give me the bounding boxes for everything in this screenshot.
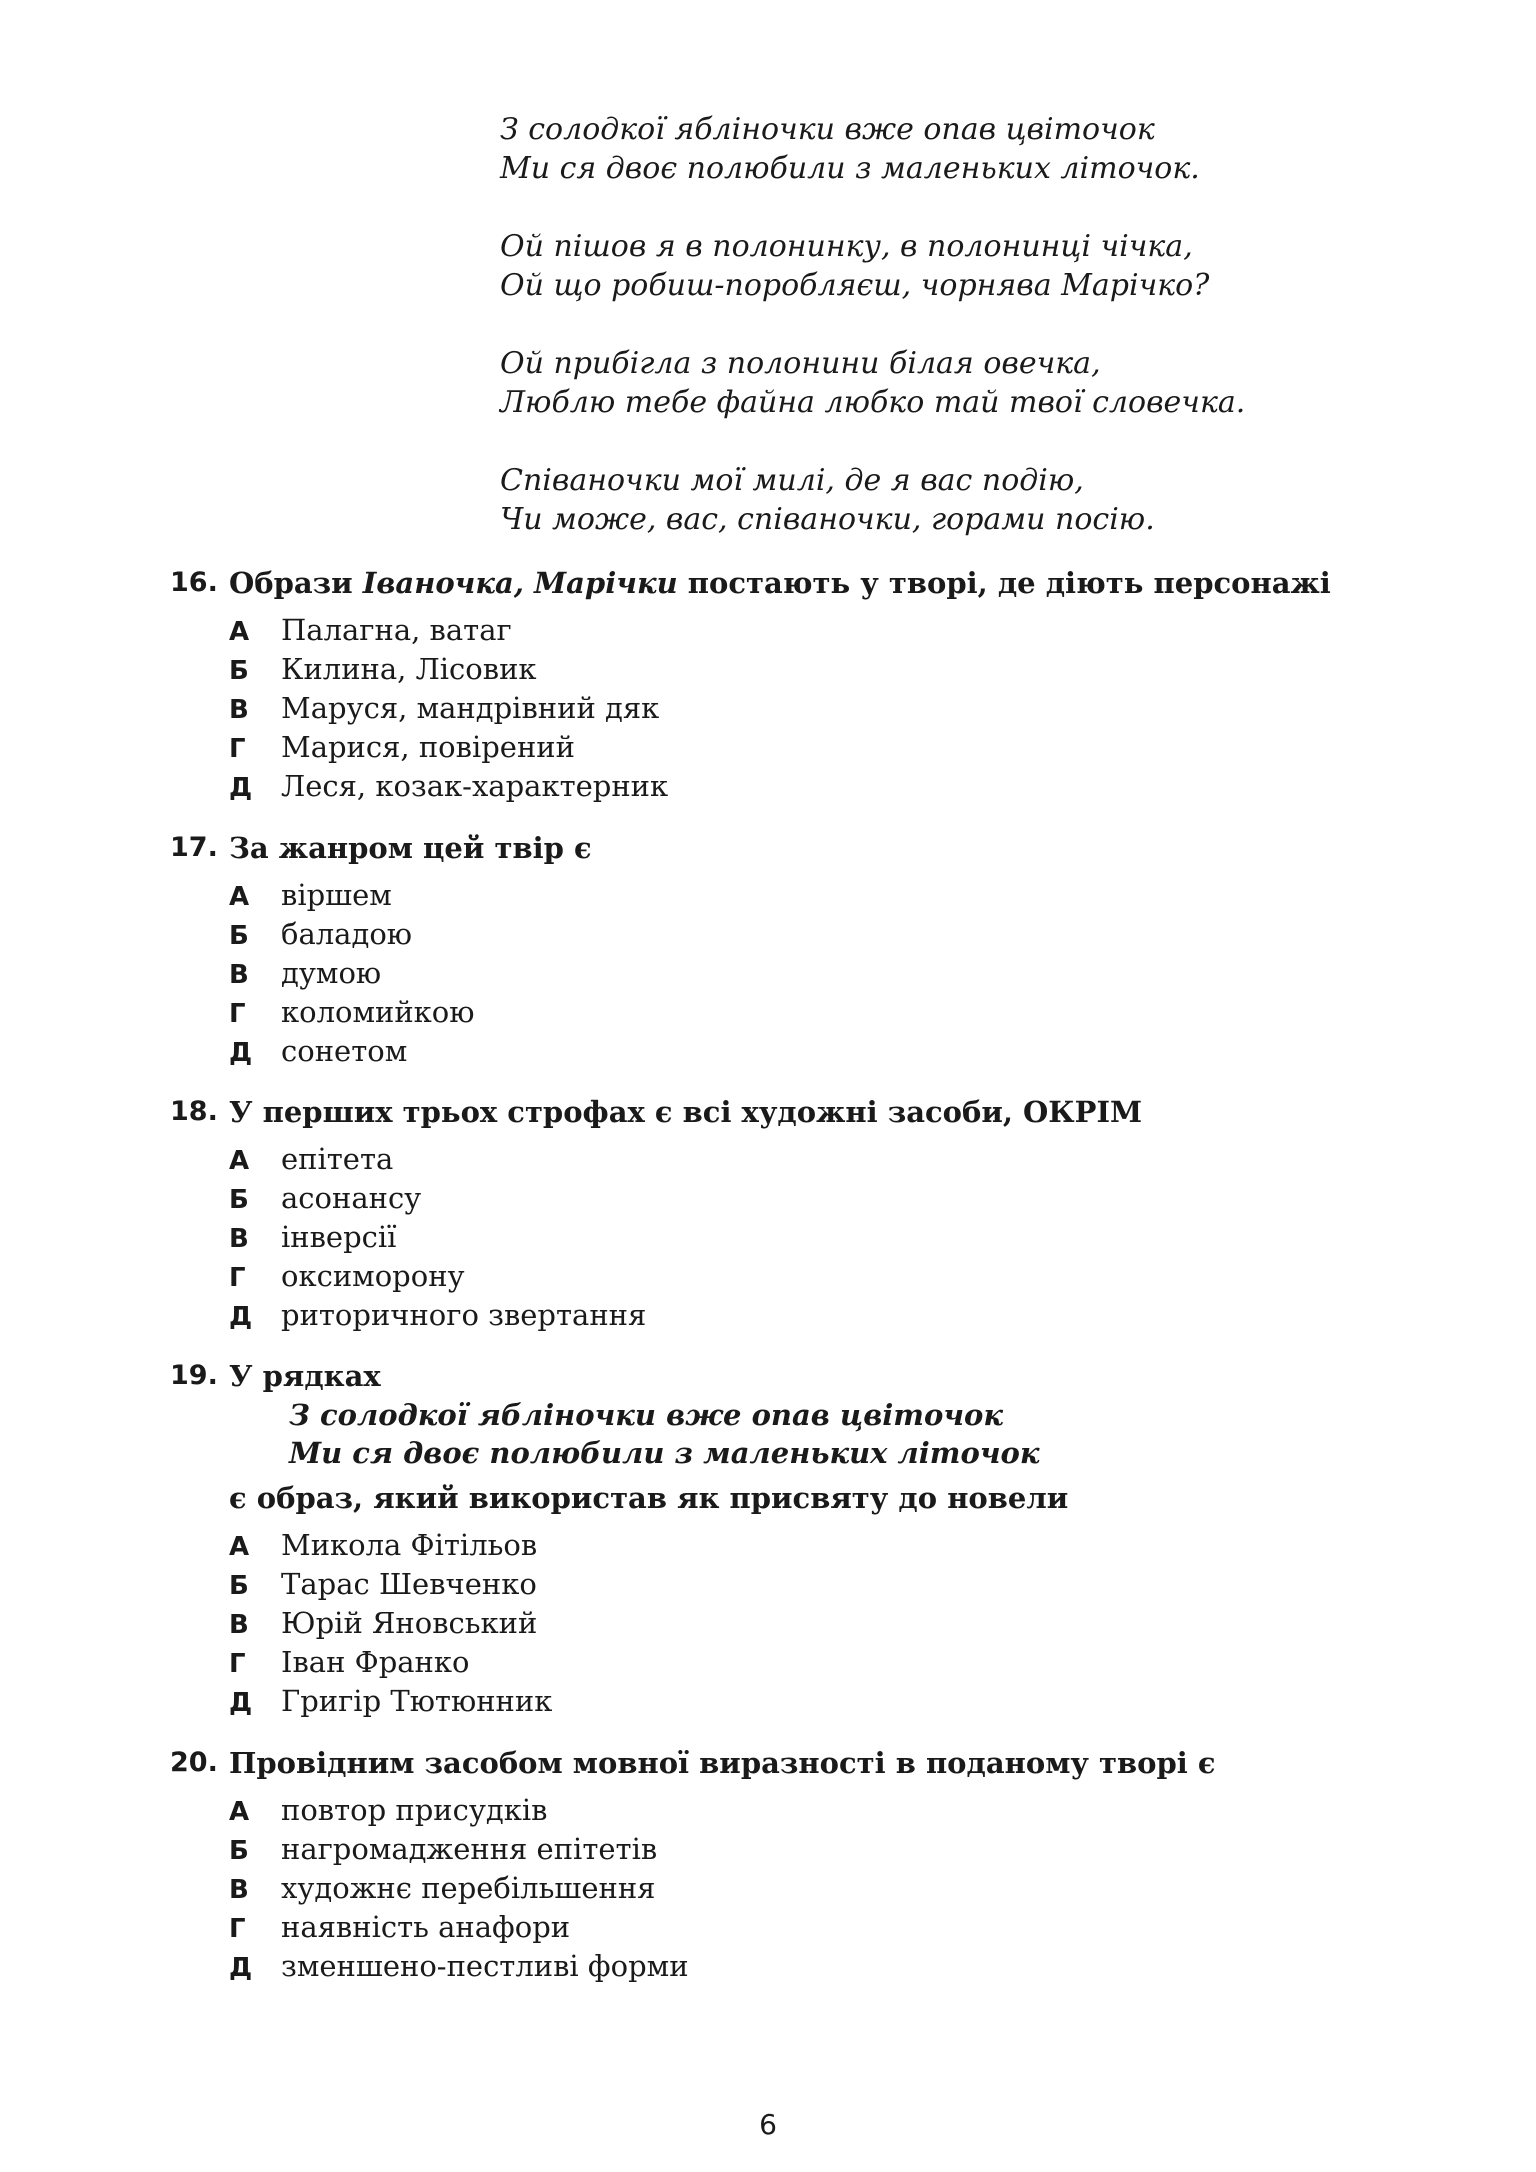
option-text: думою bbox=[281, 956, 382, 990]
poem-stanza bbox=[500, 344, 1245, 422]
option-text: Килина, Лiсовик bbox=[281, 652, 537, 686]
question-text: За жанром цей твiр є bbox=[229, 831, 592, 865]
option-letter: Б bbox=[229, 1836, 249, 1866]
quoted-line: Ми ся двоє полюбили з маленьких лiточок bbox=[289, 1436, 1040, 1470]
option-letter: В bbox=[229, 1224, 249, 1254]
option-text: сонетом bbox=[281, 1034, 408, 1068]
option-letter: Д bbox=[229, 1953, 253, 1983]
option-letter: Г bbox=[229, 1263, 246, 1293]
question-number: 18. bbox=[170, 1096, 218, 1127]
poem-line: Ой пiшов я в полонинку, в полонинцi чiчка, bbox=[500, 229, 1193, 264]
option-letter: А bbox=[229, 882, 250, 912]
question-number: 20. bbox=[170, 1747, 218, 1778]
option-letter: В bbox=[229, 1610, 249, 1640]
option-letter: Г bbox=[229, 999, 246, 1029]
question-continuation: є образ, який використав як присвяту до новели bbox=[229, 1481, 1069, 1515]
option-letter: В bbox=[229, 1875, 249, 1905]
option-text: епiтета bbox=[281, 1142, 394, 1176]
answer-option[interactable] bbox=[229, 1179, 646, 1218]
answer-option[interactable] bbox=[229, 1218, 646, 1257]
answer-option[interactable] bbox=[229, 1643, 552, 1682]
question-text-before: Образи bbox=[229, 566, 363, 600]
answer-options bbox=[229, 611, 668, 806]
question-text-italic: Iваночка, Марiчки bbox=[362, 566, 678, 600]
answer-option[interactable] bbox=[229, 1791, 689, 1830]
option-text: баладою bbox=[281, 917, 413, 951]
option-letter: А bbox=[229, 1532, 250, 1562]
option-text: оксиморону bbox=[281, 1259, 465, 1293]
answer-option[interactable] bbox=[229, 1682, 552, 1721]
option-letter: Г bbox=[229, 734, 246, 764]
option-text: риторичного звертання bbox=[281, 1298, 647, 1332]
poem-stanza bbox=[500, 110, 1245, 188]
option-letter: Д bbox=[229, 1688, 253, 1718]
poem-line: Люблю тебе файна любко тай твої словечка. bbox=[500, 385, 1246, 420]
quoted-line: З солодкої яблiночки вже опав цвiточок bbox=[289, 1398, 1004, 1432]
option-text: коломийкою bbox=[281, 995, 475, 1029]
poem-line: Спiваночки мої милi, де я вас подiю, bbox=[500, 463, 1084, 498]
answer-option[interactable] bbox=[229, 1908, 689, 1947]
answer-option[interactable] bbox=[229, 1830, 689, 1869]
poem-line: Ми ся двоє полюбили з маленьких лiточок. bbox=[500, 151, 1200, 186]
option-text: Григiр Тютюнник bbox=[281, 1684, 553, 1718]
answer-option[interactable] bbox=[229, 1257, 646, 1296]
answer-option[interactable] bbox=[229, 1296, 646, 1335]
option-text: Юрiй Яновський bbox=[281, 1606, 538, 1640]
option-text: наявнiсть анафори bbox=[281, 1910, 571, 1944]
poem-stanza bbox=[500, 461, 1245, 539]
answer-option[interactable] bbox=[229, 1869, 689, 1908]
answer-option[interactable] bbox=[229, 689, 668, 728]
poem-line: Ой прибiгла з полонини бiлая овечка, bbox=[500, 346, 1101, 381]
answer-option[interactable] bbox=[229, 954, 475, 993]
option-text: асонансу bbox=[281, 1181, 422, 1215]
answer-option[interactable] bbox=[229, 728, 668, 767]
option-letter: Г bbox=[229, 1914, 246, 1944]
answer-options bbox=[229, 1526, 552, 1721]
poem-line: Чи може, вас, спiваночки, горами посiю. bbox=[500, 502, 1155, 537]
question-number: 19. bbox=[170, 1360, 218, 1391]
answer-options bbox=[229, 1791, 689, 1986]
answer-option[interactable] bbox=[229, 1140, 646, 1179]
option-letter: Б bbox=[229, 656, 249, 686]
option-letter: Г bbox=[229, 1649, 246, 1679]
question-text bbox=[229, 565, 1331, 601]
option-text: Тарас Шевченко bbox=[281, 1567, 537, 1601]
poem-line: З солодкої яблiночки вже опав цвiточок bbox=[500, 112, 1155, 147]
option-text: вiршем bbox=[281, 878, 392, 912]
poem-stanza bbox=[500, 227, 1245, 305]
question-text-after: постають у творi, де дiють персонажi bbox=[677, 566, 1331, 600]
answer-option[interactable] bbox=[229, 1526, 552, 1565]
question-text: У перших трьох строфах є всi художнi засоби, ОКРIМ bbox=[229, 1095, 1143, 1129]
answer-options bbox=[229, 876, 475, 1071]
option-text: художнє перебiльшення bbox=[281, 1871, 656, 1905]
option-text: нагромадження епiтетiв bbox=[281, 1832, 658, 1866]
option-letter: А bbox=[229, 1797, 250, 1827]
answer-option[interactable] bbox=[229, 1947, 689, 1986]
option-text: Леся, козак-характерник bbox=[281, 769, 669, 803]
question-text: Провiдним засобом мовної виразностi в поданому творi є bbox=[229, 1746, 1216, 1780]
answer-option[interactable] bbox=[229, 1565, 552, 1604]
option-letter: Б bbox=[229, 1185, 249, 1215]
option-text: повтор присудкiв bbox=[281, 1793, 548, 1827]
answer-option[interactable] bbox=[229, 1604, 552, 1643]
option-text: Маруся, мандрiвний дяк bbox=[281, 691, 660, 725]
option-text: зменшено-пестливi форми bbox=[281, 1949, 689, 1983]
answer-option[interactable] bbox=[229, 767, 668, 806]
answer-option[interactable] bbox=[229, 915, 475, 954]
page-number: 6 bbox=[759, 2108, 777, 2141]
answer-option[interactable] bbox=[229, 1032, 475, 1071]
answer-option[interactable] bbox=[229, 650, 668, 689]
option-text: Марися, повiрений bbox=[281, 730, 575, 764]
option-letter: В bbox=[229, 960, 249, 990]
answer-option[interactable] bbox=[229, 876, 475, 915]
answer-option[interactable] bbox=[229, 993, 475, 1032]
poem bbox=[500, 110, 1245, 539]
answer-options bbox=[229, 1140, 646, 1335]
question-number: 17. bbox=[170, 832, 218, 863]
option-letter: Д bbox=[229, 1038, 253, 1068]
question-number: 16. bbox=[170, 567, 218, 598]
option-letter: Д bbox=[229, 1302, 253, 1332]
option-letter: А bbox=[229, 1146, 250, 1176]
option-letter: Б bbox=[229, 1571, 249, 1601]
option-text: Iван Франко bbox=[281, 1645, 470, 1679]
answer-option[interactable] bbox=[229, 611, 668, 650]
option-letter: В bbox=[229, 695, 249, 725]
option-text: Микола Фiтiльов bbox=[281, 1528, 538, 1562]
option-text: iнверсiї bbox=[281, 1220, 397, 1254]
option-letter: Д bbox=[229, 773, 253, 803]
poem-line: Ой що робиш-поробляєш, чорнява Марiчко? bbox=[500, 268, 1210, 303]
option-letter: Б bbox=[229, 921, 249, 951]
option-text: Палагна, ватаг bbox=[281, 613, 512, 647]
option-letter: А bbox=[229, 617, 250, 647]
question-text: У рядках bbox=[229, 1359, 381, 1393]
